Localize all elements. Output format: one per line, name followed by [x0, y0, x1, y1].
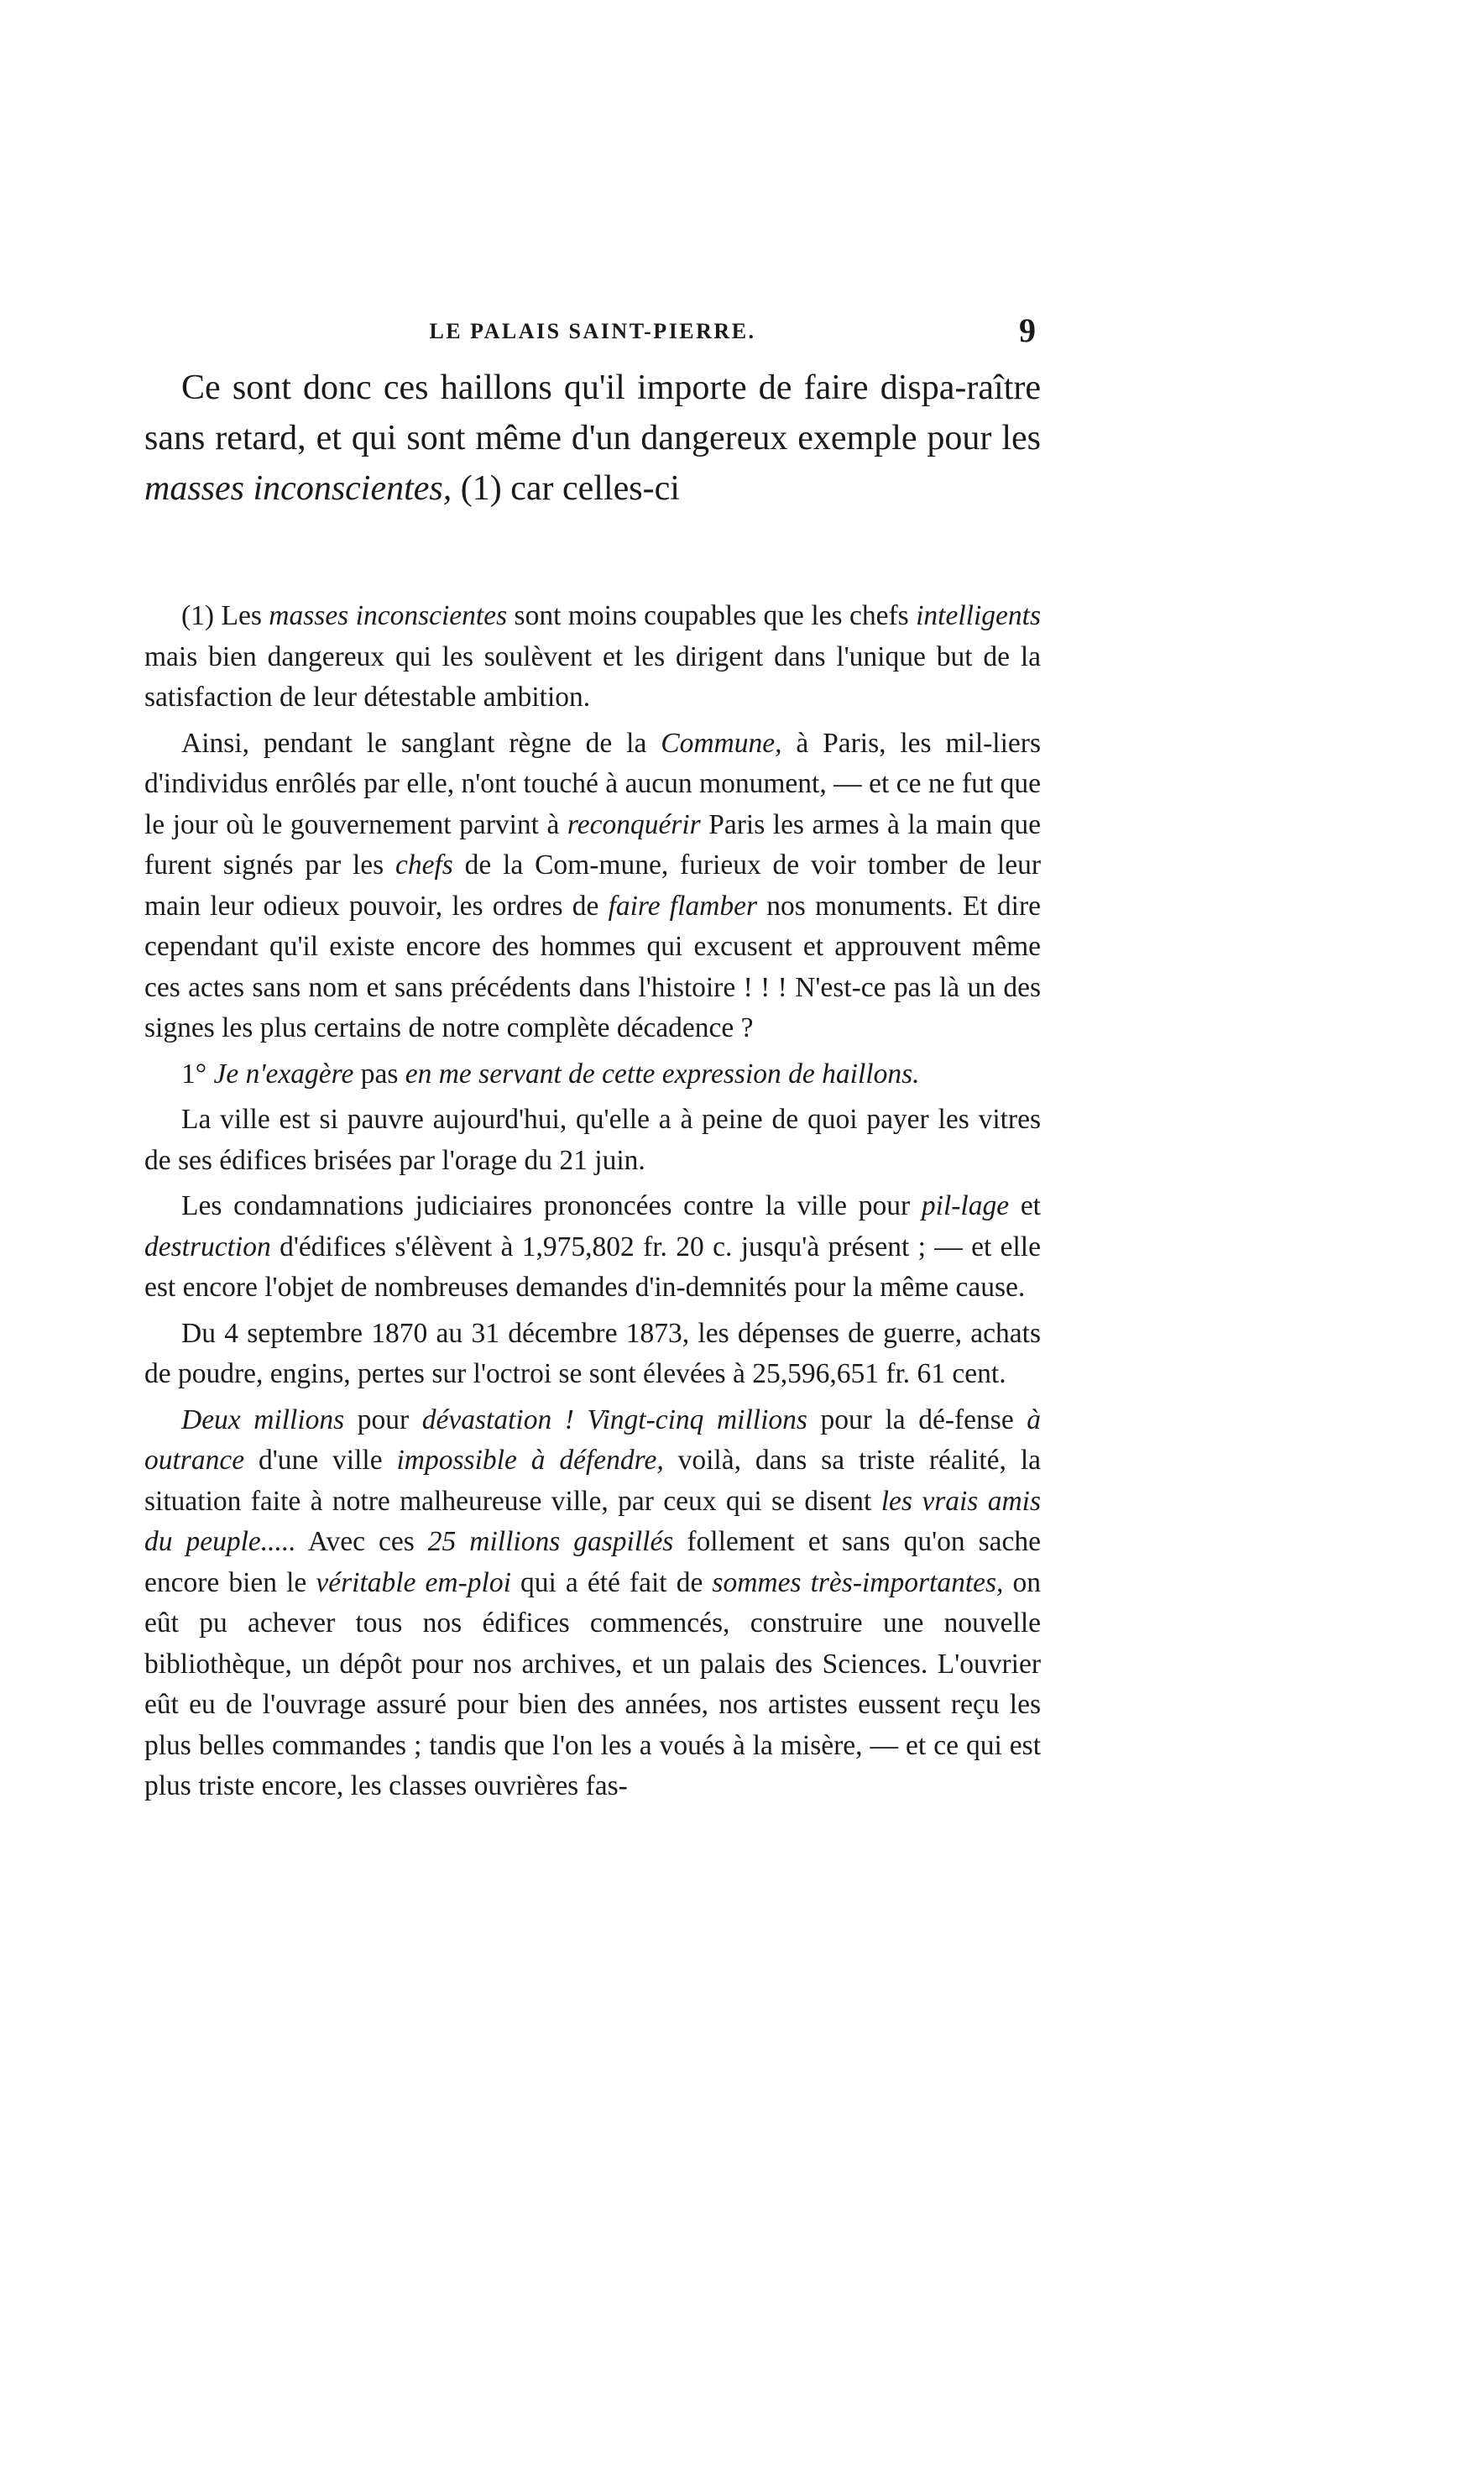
main-text-run: (1) car celles-ci — [452, 469, 680, 508]
footnote-text: nos monuments. Et dire cependant qu'il existe encore des hommes qui excusent et approuvent même ces actes sans nom et sans précédents dans l'histoire ! ! ! N'est-ce pas là un des signes les plus certains de notre complète décadence ? — [144, 890, 1041, 1043]
footnote-italic: en me servant de cette expression de haillons. — [405, 1058, 920, 1090]
footnote-paragraph-2 — [144, 724, 1041, 1049]
footnote-text: pas — [353, 1058, 405, 1090]
footnote-text: qui a été fait de — [510, 1566, 713, 1598]
footnote-italic: pil-lage — [921, 1190, 1010, 1221]
footnote-italic: reconquérir — [567, 808, 701, 840]
footnote-text: 1° — [181, 1058, 214, 1090]
footnote-text: et — [1009, 1190, 1041, 1221]
footnote-text: sont moins coupables que les chefs — [507, 600, 917, 631]
footnote-text: on eût pu achever tous nos édifices commencés, construire une nouvelle bibliothèque, un dépôt pour nos archives, et un palais des Sciences. L'ouvrier eût eu de l'ouvrage assuré pour bien des années, nos artistes eussent reçu les plus belles commandes ; tandis que l'on les a voués à la misère, — et ce qui est plus triste encore, les classes ouvrières fas- — [144, 1566, 1042, 1801]
footnote-text: Avec ces — [295, 1526, 428, 1557]
footnote-italic: à outrance — [144, 1403, 1042, 1476]
footnote-text: Les condamnations judiciaires prononcées contre la ville pour — [181, 1190, 922, 1221]
footnote-paragraph-7 — [144, 1400, 1041, 1807]
main-text-italic: masses inconscientes, — [144, 469, 452, 508]
footnote-italic: Commune, — [661, 727, 782, 759]
footnote-text: follement et sans qu'on sache encore bien le — [144, 1526, 1042, 1598]
footnote-italic: les vrais amis du peuple..... — [144, 1485, 1041, 1557]
footnote-text: à Paris, les mil-liers d'individus enrôlés par elle, n'ont touché à aucun monument, — et ce ne fut que le jour où le gouvernement parvint à — [144, 727, 1041, 840]
footnote-text: mais bien dangereux qui les soulèvent et les dirigent dans l'unique but de la satisfaction de leur détestable ambition. — [144, 640, 1041, 713]
footnote-italic: Deux millions — [181, 1403, 345, 1435]
footnote-italic: faire flamber — [608, 890, 758, 922]
footnote-italic: 25 millions gaspillés — [427, 1526, 674, 1557]
page-number: 9 — [1019, 311, 1036, 349]
footnote-text: de la Com-mune, furieux de voir tomber de leur main leur odieux pouvoir, les ordres de — [144, 849, 1041, 922]
footnote-paragraph-1 — [144, 596, 1041, 719]
footnote-text: voilà, dans sa triste réalité, la situation faite à notre malheureuse ville, par ceux qui se disent — [144, 1445, 1042, 1517]
footnote-text: d'une ville — [244, 1445, 397, 1476]
footnote-italic: Je n'exagère — [213, 1058, 354, 1090]
main-paragraph — [144, 363, 1041, 514]
main-text-run: Ce sont donc ces haillons qu'il importe de faire dispa-raître sans retard, et qui sont même d'un dangereux exemple pour les — [144, 368, 1041, 457]
running-header — [144, 312, 1041, 354]
footnote-italic: masses inconscientes — [269, 600, 508, 631]
footnote-text: pour — [344, 1403, 422, 1435]
footnote-paragraph-5 — [144, 1186, 1041, 1309]
footnote-paragraph-6 — [144, 1314, 1041, 1395]
footnote-text: La ville est si pauvre aujourd'hui, qu'elle a à peine de quoi payer les vitres de ses édifices brisées par l'orage du 21 juin. — [144, 1104, 1041, 1176]
footnote-text: Paris les armes à la main que furent signés par les — [144, 808, 1041, 881]
footnote-italic: impossible à défendre, — [396, 1445, 664, 1476]
footnote-italic: véritable em-ploi — [316, 1566, 511, 1598]
footnote-text: (1) Les — [181, 600, 269, 631]
footnote-text: pour la dé-fense — [807, 1403, 1027, 1435]
footnote-text: Ainsi, pendant le sanglant règne de la — [181, 727, 661, 759]
footnote-block — [144, 596, 1041, 1812]
footnote-italic: sommes très-importantes, — [712, 1566, 1004, 1598]
footnote-text: d'édifices s'élèvent à 1,975,802 fr. 20 c. jusqu'à présent ; — et elle est encore l'objet de nombreuses demandes d'in-demnités pour la même cause. — [144, 1231, 1041, 1303]
footnote-paragraph-3 — [144, 1054, 1041, 1095]
footnote-italic: dévastation ! Vingt-cinq millions — [421, 1403, 807, 1435]
footnote-italic: chefs — [395, 849, 453, 881]
footnote-paragraph-4 — [144, 1100, 1041, 1181]
footnote-italic: intelligents — [916, 600, 1041, 631]
footnote-italic: destruction — [144, 1231, 271, 1262]
footnote-text: Du 4 septembre 1870 au 31 décembre 1873, les dépenses de guerre, achats de poudre, engins, pertes sur l'octroi se sont élevées à 25,596,651 fr. 61 cent. — [144, 1317, 1041, 1389]
running-title: LE PALAIS SAINT-PIERRE. — [429, 319, 756, 343]
